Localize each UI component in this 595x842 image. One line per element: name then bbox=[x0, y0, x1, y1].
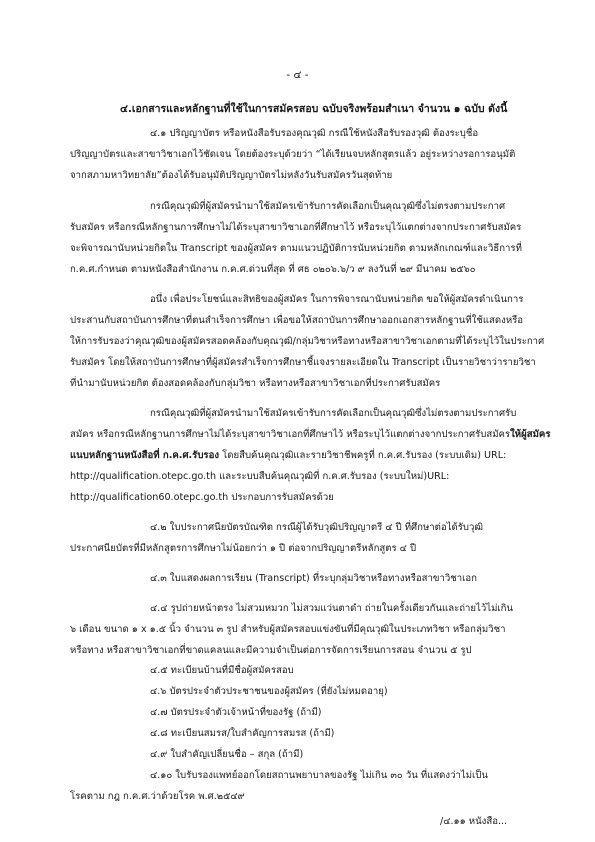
item-4-8: ๔.๘ ทะเบียนสมรส/ใบสำคัญการสมรส (ถ้ามี) bbox=[150, 728, 335, 739]
case1-line-3: จะพิจารณานับหน่วยกิตใน Transcript ของผู้สมัคร ตามแนวปฏิบัติการนับหน่วยกิต ตามหลักเกณฑ์และวิธีการที่ bbox=[70, 243, 522, 254]
item-4-4-line-1: ๔.๔ รูปถ่ายหน้าตรง ไม่สวมหมวก ไม่สวมแว่นตาดำ ถ่ายในครั้งเดียวกันและถ่ายไว้ไม่เกิน bbox=[150, 603, 514, 614]
item-4-10-line-2: โรคตาม กฎ ก.ค.ศ.ว่าด้วยโรค พ.ศ.๒๕๔๙ bbox=[70, 791, 245, 802]
case2-line-2-bold: ให้ผู้สมัคร bbox=[510, 429, 551, 440]
item-4-2-line-1: ๔.๒ ใบประกาศนียบัตรบัณฑิต กรณีผู้ได้รับวุฒิปริญญาตรี ๔ ปี ที่ศึกษาต่อได้รับวุฒิ bbox=[150, 522, 483, 533]
case2-line-2-text: สมัคร หรือกรณีหลักฐานการศึกษาไม่ได้ระบุสาขาวิชาเอกที่ศึกษาไว้ หรือระบุไว้แตกต่างจากประกาศรับสมัคร bbox=[70, 429, 511, 440]
interest-line-3: ให้การรับรองว่าคุณวุฒิของผู้สมัครสอดคล้องกับคุณวุฒิ/กลุ่มวิชาหรือทางหรือสาขาวิชาเอกตามที่ได้ระบุไว้ในประกาศ bbox=[70, 336, 545, 347]
qualification-url-new[interactable]: http://qualification60.otepc.go.th ประกอบการรับสมัครด้วย bbox=[70, 492, 334, 503]
case1-line-1: กรณีคุณวุฒิที่ผู้สมัครนำมาใช้สมัครเข้ารับการคัดเลือกเป็นคุณวุฒิซึ่งไม่ตรงตามประกาศ bbox=[150, 201, 506, 212]
item-4-2-line-2: ประกาศนียบัตรที่มีหลักสูตรการศึกษาไม่น้อยกว่า ๑ ปี ต่อจากปริญญาตรีหลักสูตร ๔ ปี bbox=[70, 543, 417, 554]
item-4-4-line-3: หรือทาง หรือสาขาวิชาเอกที่ขาดแคลนและมีความจำเป็นต่อการจัดการเรียนการสอน จำนวน ๕ รูป bbox=[70, 645, 472, 656]
interest-line-5: ที่นำมานับหน่วยกิต ต้องสอดคล้องกับกลุ่มวิชา หรือทางหรือสาขาวิชาเอกที่ประกาศรับสมัคร bbox=[70, 378, 441, 389]
item-4-1-line-2: ปริญญาบัตรและสาขาวิชาเอกไว้ชัดเจน โดยต้องระบุด้วยว่า “ได้เรียนจบหลักสูตรแล้ว อยู่ระหว่างรอการอนุมัติ bbox=[70, 149, 516, 160]
item-4-10-line-1: ๔.๑๐ ใบรับรองแพทย์ออกโดยสถานพยาบาลของรัฐ ไม่เกิน ๓๐ วัน ที่แสดงว่าไม่เป็น bbox=[150, 770, 488, 781]
case1-line-4: ก.ค.ศ.กำหนด ตามหนังสือสำนักงาน ก.ค.ศ.ด่วนที่สุด ที่ ศธ ๐๒๐๖.๖/ว ๙ ลงวันที่ ๒๙ มีนาคม ๒๕๖๐ bbox=[70, 264, 476, 275]
item-4-1-line-3: จากสภามหาวิทยาลัย”ต้องได้รับอนุมัติปริญญาบัตรไม่หลังวันรับสมัครวันสุดท้าย bbox=[70, 170, 393, 181]
continuation-footer: /๔.๑๑ หนังสือ... bbox=[440, 816, 508, 827]
case2-line-3 bbox=[70, 446, 506, 467]
case1-line-2: รับสมัคร หรือกรณีหลักฐานการศึกษาไม่ได้ระบุสาขาวิชาเอกที่ศึกษาไว้ หรือระบุไว้แตกต่างจากประกาศรับสมัคร bbox=[70, 222, 522, 233]
item-4-4-line-2: ๖ เดือน ขนาด ๑ x ๑.๕ นิ้ว จำนวน ๓ รูป สำหรับผู้สมัครสอบแข่งขันที่มีคุณวุฒิในประเภทวิชา หรือกลุ่มวิชา bbox=[70, 624, 506, 635]
case2-line-1: กรณีคุณวุฒิที่ผู้สมัครนำมาใช้สมัครเข้ารับการคัดเลือกเป็นคุณวุฒิซึ่งไม่ตรงตามประกาศรับ bbox=[150, 408, 517, 419]
item-4-3: ๔.๓ ใบแสดงผลการเรียน (Transcript) ที่ระบุกลุ่มวิชาหรือทางหรือสาขาวิชาเอก bbox=[150, 573, 477, 584]
case2-line-3-text: โดยสืบค้นคุณวุฒิและรายวิชาชีพครูที่ ก.ค.ศ.รับรอง (ระบบเดิม) URL: bbox=[219, 450, 507, 461]
item-4-7: ๔.๗ บัตรประจำตัวเจ้าหน้าที่ของรัฐ (ถ้ามี) bbox=[150, 707, 322, 718]
interest-line-4: รับสมัคร โดยให้สถาบันการศึกษาที่ผู้สมัครสำเร็จการศึกษาชี้แจงรายละเอียดใน Transcript เป็นรายวิชาว่ารายวิชา bbox=[70, 357, 536, 368]
interest-line-2: ประสานกับสถาบันการศึกษาที่ตนสำเร็จการศึกษา เพื่อขอให้สถาบันการศึกษาออกเอกสารหลักฐานที่ใช้แสดงหรือ bbox=[70, 315, 524, 326]
item-4-5: ๔.๕ ทะเบียนบ้านที่มีชื่อผู้สมัครสอบ bbox=[150, 665, 294, 676]
qualification-url-old[interactable]: http://qualification.otepc.go.th และระบบสืบค้นคุณวุฒิที่ ก.ค.ศ.รับรอง (ระบบใหม่)URL: bbox=[70, 471, 450, 482]
item-4-6: ๔.๖ บัตรประจำตัวประชาชนของผู้สมัคร (ที่ยังไม่หมดอายุ) bbox=[150, 686, 388, 697]
section-heading: ๔.เอกสารและหลักฐานที่ใช้ในการสมัครสอบ ฉบับจริงพร้อมสำเนา จำนวน ๑ ฉบับ ดังนี้ bbox=[120, 103, 508, 115]
case2-line-3-bold: แนบหลักฐานหนังสือที่ ก.ค.ศ.รับรอง bbox=[70, 450, 220, 461]
item-4-1-line-1: ๔.๑ ปริญญาบัตร หรือหนังสือรับรองคุณวุฒิ กรณีใช้หนังสือรับรองวุฒิ ต้องระบุชื่อ bbox=[150, 128, 479, 139]
page-number: - ๔ - bbox=[286, 69, 309, 81]
interest-line-1: อนึ่ง เพื่อประโยชน์และสิทธิของผู้สมัคร ในการพิจารณานับหน่วยกิต ขอให้ผู้สมัครดำเนินการ bbox=[150, 294, 524, 305]
item-4-9: ๔.๙ ใบสำคัญเปลี่ยนชื่อ – สกุล (ถ้ามี) bbox=[150, 749, 304, 760]
case2-line-2 bbox=[70, 425, 550, 446]
